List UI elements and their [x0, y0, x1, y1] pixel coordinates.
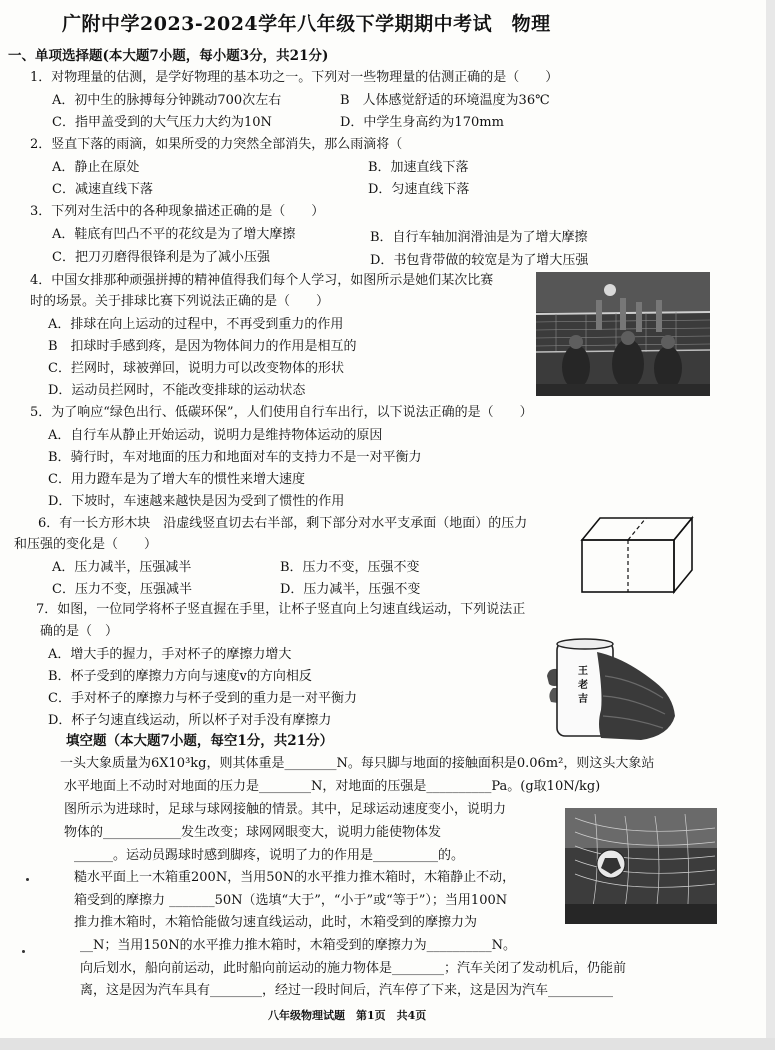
fill-line-11: 离，这是因为汽车具有________，经过一段时间后，汽车停了下来，这是因为汽车__________	[80, 983, 614, 998]
scan-speck	[22, 950, 25, 953]
cup-label-char: 吉	[578, 694, 588, 705]
cup-label-char: 老	[578, 680, 588, 691]
fill-line-5: ______。运动员踢球时感到脚疼，说明了力的作用是__________的。	[74, 848, 465, 863]
q6-option-d: D．压力减半，压强不变	[280, 582, 421, 597]
section2-heading: 填空题（本大题7小题，每空1分，共21分）	[66, 733, 334, 749]
fill-line-1: 一头大象质量为6X10³kg，则其体重是________N。每只脚与地面的接触面积是0.06m²，则这头大象站	[60, 756, 655, 771]
q6-stem-line2: 和压强的变化是（ ）	[14, 537, 158, 552]
cup-label-char: 王	[578, 666, 588, 677]
q1-option-c: C．指甲盖受到的大气压力大约为10N	[52, 115, 272, 130]
q6-option-c: C．压力不变，压强减半	[52, 582, 192, 597]
q2-option-d: D．匀速直线下落	[368, 182, 470, 197]
fill-line-9: __N；当用150N的水平推力推木箱时，木箱受到的摩擦力为__________N。	[80, 938, 516, 953]
q3-stem: 3．下列对生活中的各种现象描述正确的是（ ）	[30, 204, 325, 219]
q7-option-d: D．杯子匀速直线运动，所以杯子对手没有摩擦力	[48, 713, 332, 728]
volleyball-match-photo	[536, 272, 710, 396]
cup-in-hand-figure	[545, 636, 679, 742]
q4-option-b: B 扣球时手感到疼，是因为物体间力的作用是相互的	[48, 339, 357, 354]
q7-option-c: C．手对杯子的摩擦力与杯子受到的重力是一对平衡力	[48, 691, 357, 706]
q4-option-a: A．排球在向上运动的过程中，不再受到重力的作用	[48, 317, 344, 332]
q4-stem-line1: 4．中国女排那种顽强拼搏的精神值得我们每个人学习，如图所示是她们某次比赛	[30, 273, 494, 288]
q5-option-a: A．自行车从静止开始运动，说明力是维持物体运动的原因	[48, 428, 383, 443]
q1-option-a: A．初中生的脉搏每分钟跳动700次左右	[52, 93, 282, 108]
fill-line-3: 图所示为进球时，足球与球网接触的情景。其中，足球运动速度变小，说明力	[64, 802, 507, 817]
q4-option-d: D．运动员拦网时，不能改变排球的运动状态	[48, 383, 306, 398]
wooden-block-diagram	[578, 512, 696, 596]
bottom-margin-strip	[0, 1038, 775, 1050]
q5-option-b: B．骑行时，车对地面的压力和地面对车的支持力不是一对平衡力	[48, 450, 422, 465]
football-net-photo	[565, 808, 717, 924]
q3-option-c: C．把刀刃磨得很锋利是为了减小压强	[52, 250, 270, 265]
fill-line-6: 糙水平面上一木箱重200N，当用50N的水平推力推木箱时，木箱静止不动，	[74, 870, 516, 885]
q5-stem: 5．为了响应“绿色出行、低碳环保”，人们使用自行车出行，以下说法正确的是（ ）	[30, 405, 533, 420]
exam-title: 广附中学2023-2024学年八年级下学期期中考试 物理	[62, 13, 551, 35]
q3-option-b: B．自行车轴加润滑油是为了增大摩擦	[370, 230, 588, 245]
q1-stem: 1．对物理量的估测，是学好物理的基本功之一。下列对一些物理量的估测正确的是（ ）	[30, 70, 559, 85]
fill-line-2: 水平地面上不动时对地面的压力是________N，对地面的压强是__________Pa。(g取10N/kg)	[64, 779, 601, 794]
q6-option-b: B．压力不变，压强不变	[280, 560, 420, 575]
q3-option-a: A．鞋底有凹凸不平的花纹是为了增大摩擦	[52, 227, 296, 242]
q7-stem-line1: 7．如图，一位同学将杯子竖直握在手里，让杯子竖直向上匀速直线运动，下列说法正	[36, 602, 526, 617]
q3-option-d: D．书包背带做的较宽是为了增大压强	[370, 253, 589, 268]
q2-option-b: B．加速直线下落	[368, 160, 469, 175]
q6-stem-line1: 6．有一长方形木块 沿虚线竖直切去右半部，剩下部分对水平支承面（地面）的压力	[38, 516, 528, 531]
page-footer: 八年级物理试题 第1页 共4页	[268, 1009, 427, 1022]
q1-option-d: D．中学生身高约为170mm	[340, 115, 504, 130]
q6-option-a: A．压力减半，压强减半	[52, 560, 192, 575]
q7-option-b: B．杯子受到的摩擦力方向与速度v的方向相反	[48, 669, 312, 684]
q4-option-c: C．拦网时，球被弹回，说明力可以改变物体的形状	[48, 361, 344, 376]
fill-line-4: 物体的____________发生改变；球网网眼变大，说明力能使物体发	[64, 825, 442, 840]
fill-line-7: 箱受到的摩擦力 _______50N（选填“大于”，“小于”或“等于”）；当用100N	[74, 893, 508, 908]
q1-option-b: B 人体感觉舒适的环境温度为36℃	[340, 93, 550, 108]
q7-stem-line2: 确的是（ ）	[40, 624, 119, 639]
q4-stem-line2: 时的场景。关于排球比赛下列说法正确的是（ ）	[30, 294, 330, 309]
section1-heading: 一、单项选择题(本大题7小题，每小题3分，共21分)	[8, 48, 329, 64]
fill-line-10: 向后划水，船向前运动，此时船向前运动的施力物体是________；汽车关闭了发动机后，仍能前	[80, 961, 627, 976]
q2-option-c: C．减速直线下落	[52, 182, 153, 197]
q7-option-a: A．增大手的握力，手对杯子的摩擦力增大	[48, 647, 292, 662]
q5-option-d: D．下坡时，车速越来越快是因为受到了惯性的作用	[48, 494, 345, 509]
fill-line-8: 推力推木箱时，木箱恰能做匀速直线运动，此时，木箱受到的摩擦力为	[74, 915, 478, 930]
q2-option-a: A．静止在原处	[52, 160, 140, 175]
q2-stem: 2．竖直下落的雨滴，如果所受的力突然全部消失，那么雨滴将（	[30, 137, 403, 152]
q5-option-c: C．用力蹬车是为了增大车的惯性来增大速度	[48, 472, 305, 487]
scan-speck	[26, 878, 29, 881]
